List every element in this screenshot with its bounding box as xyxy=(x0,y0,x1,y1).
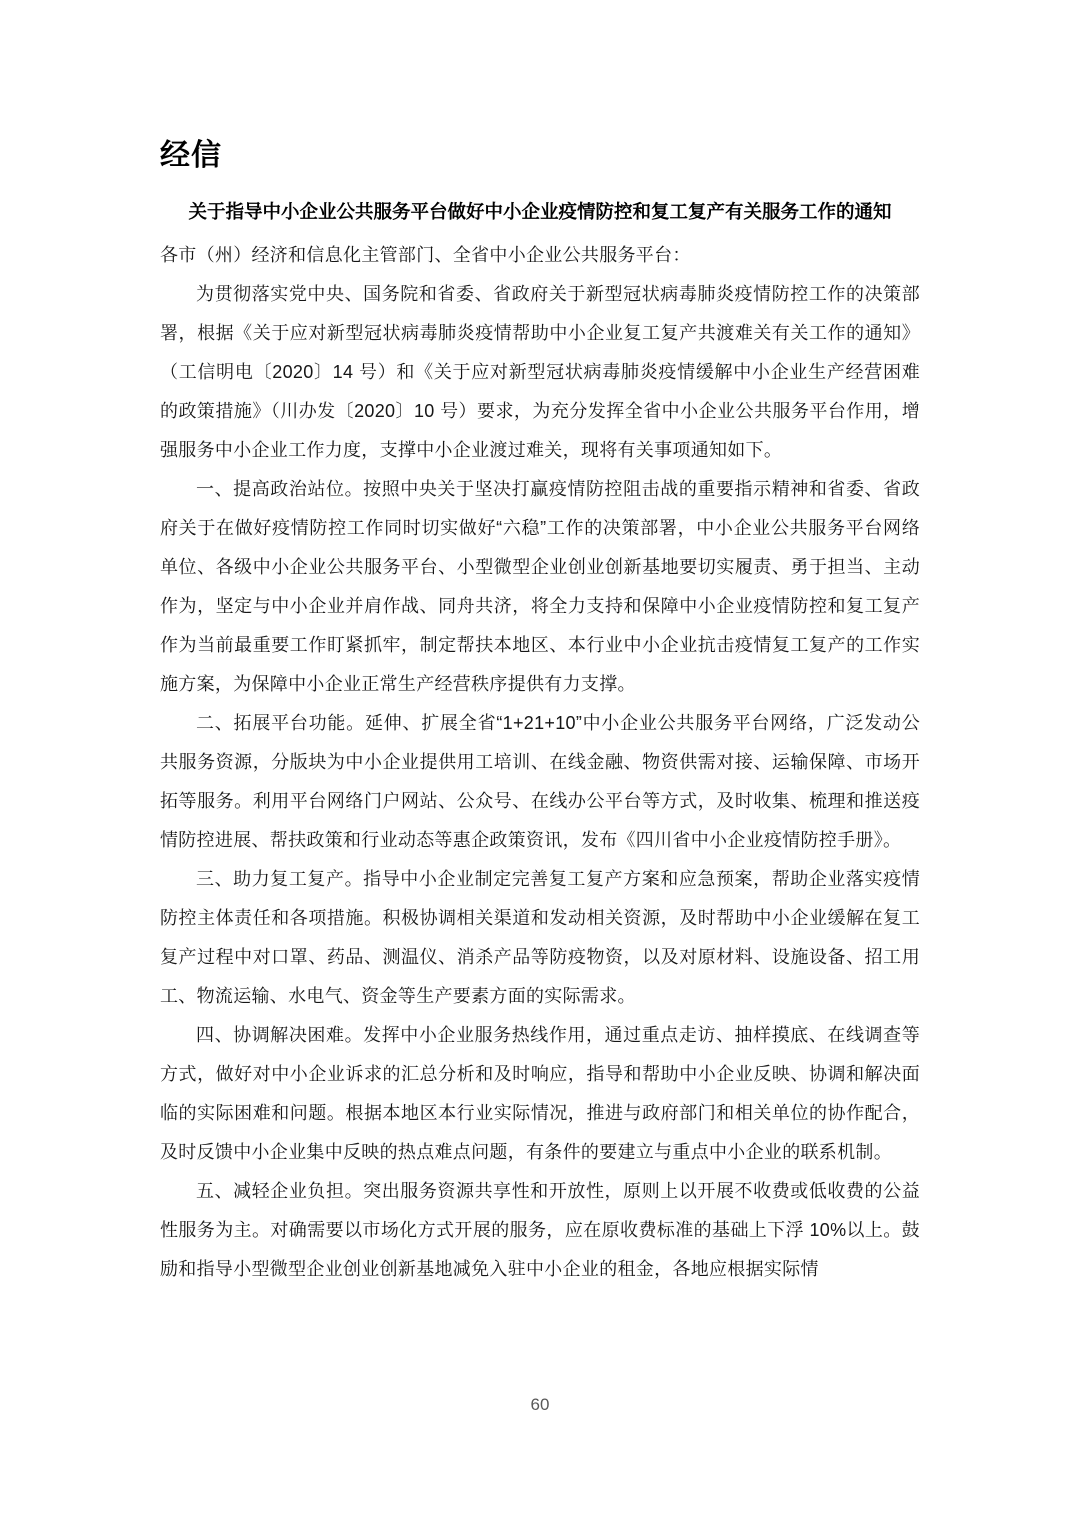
document-title: 关于指导中小企业公共服务平台做好中小企业疫情防控和复工复产有关服务工作的通知 xyxy=(188,201,892,222)
paragraph-item-1: 一、提高政治站位。按照中央关于坚决打赢疫情防控阻击战的重要指示精神和省委、省政府关于在做好疫情防控工作同时切实做好“六稳”工作的决策部署，中小企业公共服务平台网络单位、各级中小企业公共服务平台、小型微型企业创业创新基地要切实履责、勇于担当、主动作为，坚定与中小企业并肩作战、同舟共济，将全力支持和保障中小企业疫情防控和复工复产作为当前最重要工作盯紧抓牢，制定帮扶本地区、本行业中小企业抗击疫情复工复产的工作实施方案，为保障中小企业正常生产经营秩序提供有力支撑。 xyxy=(160,479,920,694)
section-label: 经信 xyxy=(160,139,222,172)
page-number: 60 xyxy=(530,1395,550,1414)
paragraph-item-3: 三、助力复工复产。指导中小企业制定完善复工复产方案和应急预案，帮助企业落实疫情防控主体责任和各项措施。积极协调相关渠道和发动相关资源，及时帮助中小企业缓解在复工复产过程中对口罩、药品、测温仪、消杀产品等防疫物资，以及对原材料、设施设备、招工用工、物流运输、水电气、资金等生产要素方面的实际需求。 xyxy=(160,869,920,1006)
paragraph-item-4: 四、协调解决困难。发挥中小企业服务热线作用，通过重点走访、抽样摸底、在线调查等方式，做好对中小企业诉求的汇总分析和及时响应，指导和帮助中小企业反映、协调和解决面临的实际困难和问题。根据本地区本行业实际情况，推进与政府部门和相关单位的协作配合，及时反馈中小企业集中反映的热点难点问题，有条件的要建立与重点中小企业的联系机制。 xyxy=(160,1025,920,1162)
paragraph-intro: 为贯彻落实党中央、国务院和省委、省政府关于新型冠状病毒肺炎疫情防控工作的决策部署，根据《关于应对新型冠状病毒肺炎疫情帮助中小企业复工复产共渡难关有关工作的通知》（工信明电〔2020〕14 号）和《关于应对新型冠状病毒肺炎疫情缓解中小企业生产经营困难的政策措施》（川办发〔2020〕10 号）要求，为充分发挥全省中小企业公共服务平台作用，增强服务中小企业工作力度，支撑中小企业渡过难关，现将有关事项通知如下。 xyxy=(160,284,920,460)
paragraph-item-5: 五、减轻企业负担。突出服务资源共享性和开放性，原则上以开展不收费或低收费的公益性服务为主。对确需要以市场化方式开展的服务，应在原收费标准的基础上下浮 10%以上。鼓励和指导小型微型企业创业创新基地减免入驻中小企业的租金，各地应根据实际情 xyxy=(160,1181,920,1279)
paragraph-item-2: 二、拓展平台功能。延伸、扩展全省“1+21+10”中小企业公共服务平台网络，广泛发动公共服务资源，分版块为中小企业提供用工培训、在线金融、物资供需对接、运输保障、市场开拓等服务。利用平台网络门户网站、公众号、在线办公平台等方式，及时收集、梳理和推送疫情防控进展、帮扶政策和行业动态等惠企政策资讯，发布《四川省中小企业疫情防控手册》。 xyxy=(160,713,920,850)
salutation-line: 各市（州）经济和信息化主管部门、全省中小企业公共服务平台： xyxy=(160,245,691,265)
